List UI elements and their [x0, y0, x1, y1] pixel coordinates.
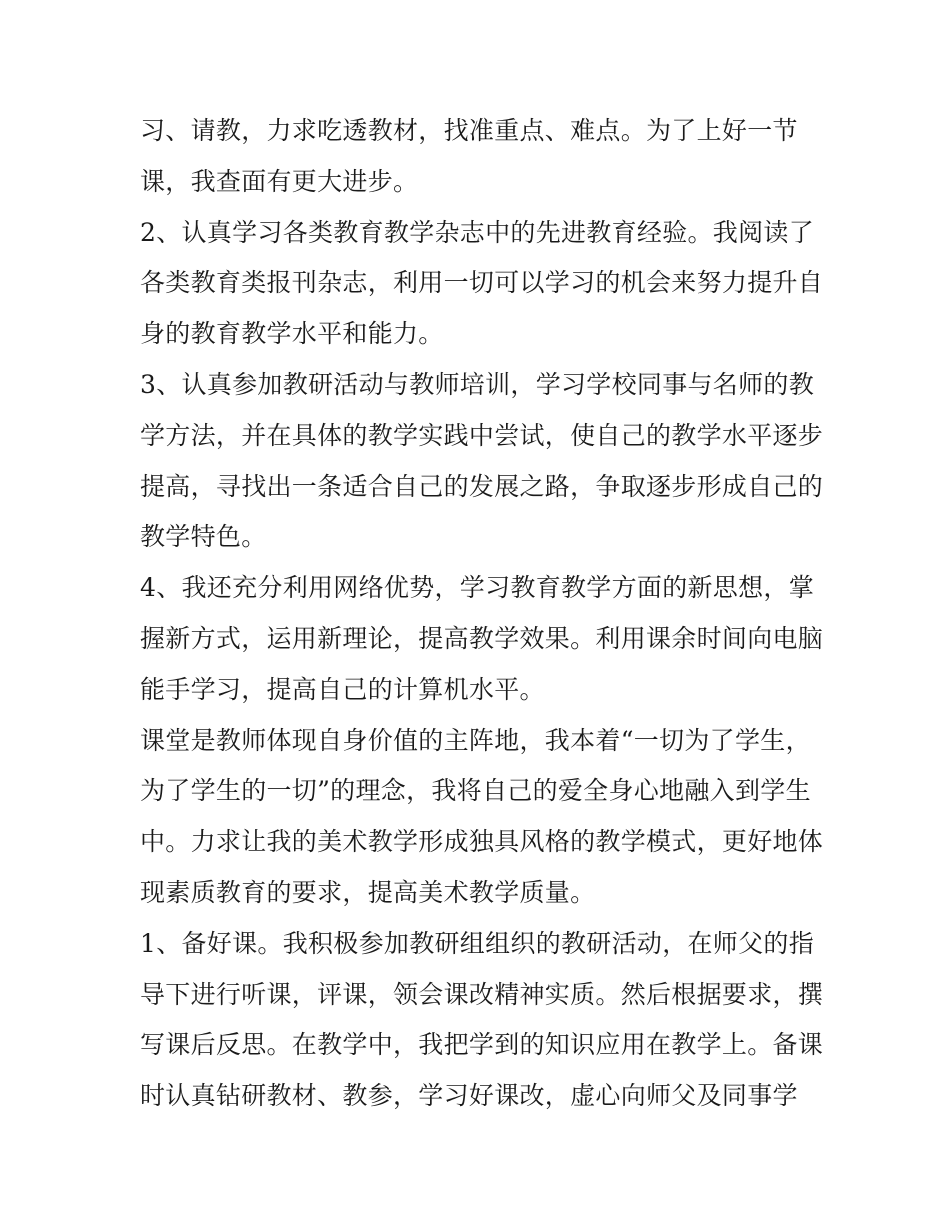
text-line: 3、认真参加教研活动与教师培训，学习学校同事与名师的教: [140, 369, 815, 399]
text-line: 写课后反思。在教学中，我把学到的知识应用在教学上。备课: [140, 1030, 824, 1060]
text-line: 中。力求让我的美术教学形成独具风格的教学模式，更好地体: [140, 827, 824, 857]
text-line: 4、我还充分利用网络优势，学习教育教学方面的新思想，掌: [140, 573, 815, 603]
text-line: 能手学习，提高自己的计算机水平。: [140, 674, 545, 704]
text-line: 身的教育教学水平和能力。: [140, 319, 444, 349]
text-line: 导下进行听课，评课，领会课改精神实质。然后根据要求，撰: [140, 979, 824, 1009]
text-line: 各类教育类报刊杂志，利用一切可以学习的机会来努力提升自: [140, 268, 824, 298]
text-line: 现素质教育的要求，提高美术教学质量。: [140, 877, 596, 907]
document-body: [140, 106, 824, 1122]
text-line: 课堂是教师体现自身价值的主阵地，我本着“一切为了学生，: [140, 725, 811, 755]
text-line: 习、请教，力求吃透教材，找准重点、难点。为了上好一节: [140, 116, 798, 145]
text-line: 课，我查面有更大进步。: [140, 166, 419, 196]
text-line: 提高，寻找出一条适合自己的发展之路，争取逐步形成自己的: [140, 471, 824, 501]
text-line: 学方法，并在具体的教学实践中尝试，使自己的教学水平逐步: [140, 420, 824, 450]
text-line: 时认真钻研教材、教参，学习好课改，虚心向师父及同事学: [140, 1081, 798, 1111]
text-line: 握新方式，运用新理论，提高教学效果。利用课余时间向电脑: [140, 623, 824, 653]
text-line: 为了学生的一切”的理念，我将自己的爱全身心地融入到学生: [140, 776, 811, 806]
text-line: 2、认真学习各类教育教学杂志中的先进教育经验。我阅读了: [140, 217, 815, 247]
text-line: 教学特色。: [140, 522, 267, 552]
text-line: 1、备好课。我积极参加教研组组织的教研活动，在师父的指: [140, 928, 815, 958]
